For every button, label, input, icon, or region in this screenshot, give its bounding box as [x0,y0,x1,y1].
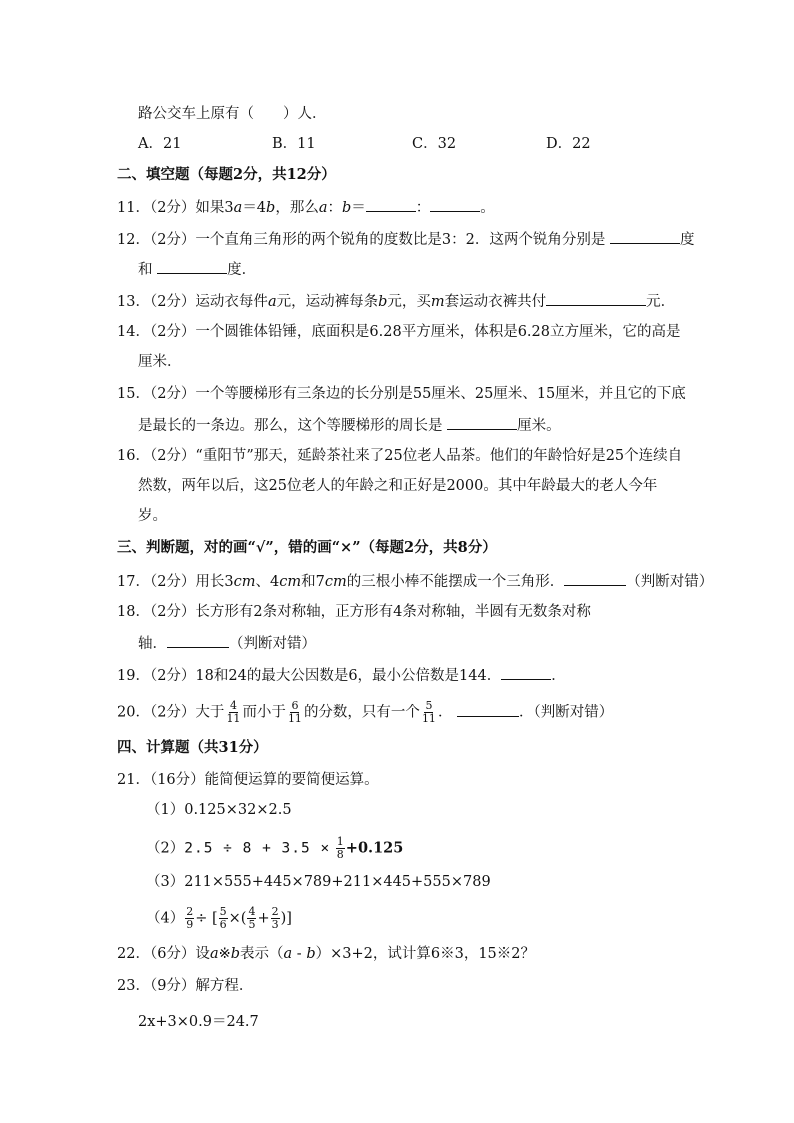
denominator: 3 [271,918,279,931]
section-4-heading: 四、计算题（共31分） [117,739,268,756]
question-21-part-4 [146,906,292,931]
answer-blank[interactable] [447,414,517,430]
q13-text: 元． [646,294,676,310]
question-20 [117,700,613,725]
unit-cm: cm [279,574,302,590]
q17-text: （判断对错） [626,574,714,590]
q12-text: 12．（2分）一个直角三角形的两个锐角的度数比是3：2．这两个锐角分别是 [117,232,606,248]
answer-blank[interactable] [546,290,646,306]
fraction [219,906,228,931]
q21-4-operator: ÷ [ [195,910,218,927]
q19-text: 19．（2分）18和24的最大公因数是6，最小公倍数是144． [117,668,502,684]
answer-blank[interactable] [457,701,519,717]
var-a: a [267,294,277,310]
q11-text: ＝4 [242,200,267,216]
q15-text: 厘米。 [517,418,561,434]
var-m: m [430,294,445,310]
q10-option-a: A．21 [138,136,182,152]
q12-text: 度 [679,232,695,248]
q21-4-label: （4） [146,910,185,927]
fraction [421,700,437,725]
question-13 [117,290,675,312]
q20-text: ． [437,704,453,721]
q22-text: - [292,946,307,962]
q11-text: ，那么 [275,200,319,216]
q11-text: ＝ [351,200,366,216]
fraction [225,700,241,725]
var-b: b [342,200,352,216]
q18-text: 轴． [138,636,167,652]
answer-blank[interactable] [366,196,416,212]
q13-text: 元，运动裤每条 [276,294,379,310]
q21-2-expression: +0.125 [345,839,404,857]
denominator: 6 [219,918,227,931]
q10-option-c: C．32 [412,136,457,152]
question-21-part-1: （1）0.125×32×2.5 [146,802,292,818]
q22-text: ）×3+2，试计算6※3，15※2？ [315,946,536,962]
q15-text: 是最长的一条边。那么，这个等腰梯形的周长是 [138,418,443,434]
question-16-line-3: 岁。 [138,508,167,524]
var-b: b [306,946,316,962]
q21-4-operator: ×( [228,910,247,927]
question-21: 21．（16分）能简便运算的要简便运算。 [117,772,379,788]
q22-text: ※ [218,946,231,962]
answer-blank[interactable] [167,632,229,648]
question-19 [117,664,566,686]
q11-text: 11．（2分）如果3 [117,200,234,216]
q11-text: 。 [480,200,495,216]
question-21-part-3: （3）211×555+445×789+211×445+555×789 [146,874,491,890]
question-12-line-1 [117,228,694,250]
numerator: 4 [248,905,256,918]
q20-text: ．（判断对错） [519,704,614,721]
question-16-line-2: 然数，两年以后，这25位老人的年龄之和正好是2000。其中年龄最大的老人今年 [138,478,658,494]
q20-text: 而小于 [242,704,286,721]
question-14-line-2: 厘米． [138,354,182,370]
denominator: 11 [287,712,302,725]
denominator: 9 [186,918,194,931]
answer-blank[interactable] [430,196,480,212]
q10-option-b: B．11 [272,136,316,152]
q21-2-label: （2） [146,840,185,857]
numerator: 1 [336,835,344,848]
numerator: 6 [291,699,299,712]
q22-text: 表示（ [240,946,284,962]
numerator: 5 [425,699,433,712]
q17-text: 和7 [301,574,325,590]
question-23-equation: 2x+3×0.9＝24.7 [138,1014,259,1030]
q17-text: 、4 [255,574,280,590]
q20-text: 20．（2分）大于 [117,704,225,721]
q13-text: 套运动衣裤共付 [444,294,547,310]
question-18-line-1: 18．（2分）长方形有2条对称轴，正方形有4条对称轴，半圆有无数条对称 [117,604,591,620]
numerator: 4 [229,699,237,712]
question-18-line-2 [138,632,316,654]
var-a: a [233,200,243,216]
question-15-line-1: 15．（2分）一个等腰梯形有三条边的长分别是55厘米、25厘米、15厘米，并且它的下底 [117,386,686,402]
q17-text: 的三根小棒不能摆成一个三角形． [346,574,565,590]
answer-blank[interactable] [564,570,626,586]
answer-blank[interactable] [157,258,227,274]
q10-options [138,134,591,154]
denominator: 5 [248,918,256,931]
question-15-line-2 [138,414,561,436]
var-b: b [266,200,276,216]
denominator: 11 [226,712,241,725]
q12-text: 度． [227,262,257,278]
denominator: 8 [336,848,344,861]
q20-text: 的分数，只有一个 [303,704,420,721]
q10-option-d: D．22 [546,136,591,152]
fraction [247,906,256,931]
fraction [287,700,303,725]
var-b: b [378,294,388,310]
question-22 [117,944,535,964]
q10-tail: 路公交车上原有（ ）人． [138,106,327,122]
answer-blank[interactable] [610,228,680,244]
numerator: 2 [271,905,279,918]
var-a: a [209,946,219,962]
unit-cm: cm [233,574,256,590]
answer-blank[interactable] [501,664,551,680]
q21-4-operator: + [257,910,270,927]
section-2-heading: 二、填空题（每题2分，共12分） [117,166,336,183]
fraction [271,906,280,931]
denominator: 11 [421,712,436,725]
q11-text: ： [415,200,431,216]
q11-text: ： [327,200,342,216]
question-17 [117,570,713,592]
fraction [336,836,345,861]
numerator: 5 [219,905,227,918]
q21-2-expression: 2.5 ÷ 8 + 3.5 × [184,840,331,857]
fraction [185,906,194,931]
question-23: 23．（9分）解方程． [117,978,254,994]
q13-text: 13．（2分）运动衣每件 [117,294,268,310]
question-16-line-1: 16．（2分）“重阳节”那天，延龄茶社来了25位老人品茶。他们的年龄恰好是25个连续自 [117,448,683,464]
var-a: a [318,200,328,216]
q21-4-operator: )] [280,910,292,927]
q12-text: 和 [138,262,153,278]
q18-text: （判断对错） [229,636,316,652]
q19-text: ． [551,668,566,684]
var-b: b [230,946,241,962]
section-3-heading: 三、判断题，对的画“√”，错的画“×”（每题2分，共8分） [117,539,497,556]
q17-text: 17．（2分）用长3 [117,574,234,590]
question-14-line-1: 14．（2分）一个圆锥体铅锤，底面积是6.28平方厘米，体积是6.28立方厘米，它的高是 [117,324,681,340]
q22-text: 22．（6分）设 [117,946,210,962]
q13-text: 元，买 [387,294,431,310]
question-21-part-2 [146,836,403,861]
question-11 [117,196,495,218]
var-a: a [283,946,293,962]
question-12-line-2 [138,258,256,280]
unit-cm: cm [324,574,347,590]
numerator: 2 [186,905,194,918]
